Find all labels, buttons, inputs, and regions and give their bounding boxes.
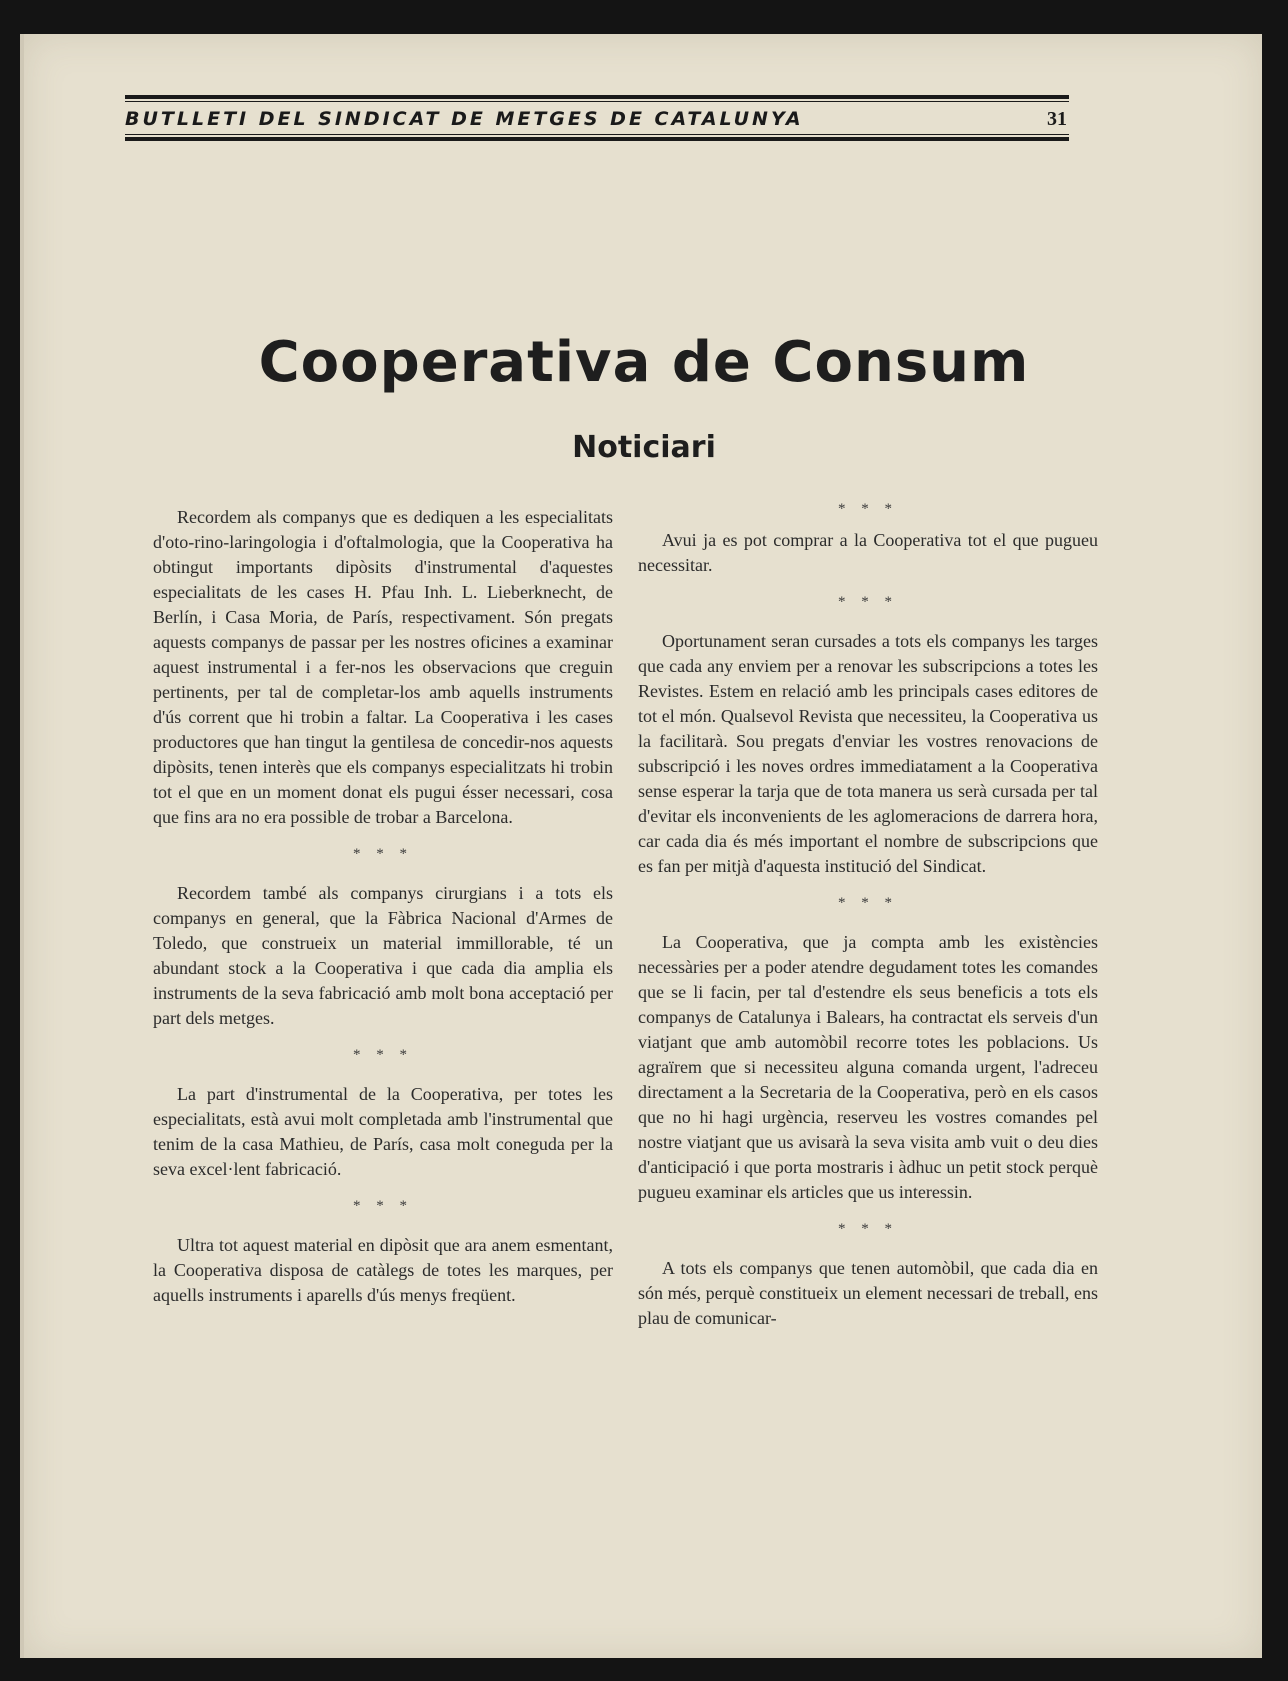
section-separator: * * * [838, 501, 898, 517]
section-separator: * * * [353, 1047, 413, 1063]
right-column [638, 497, 1098, 1331]
running-title: BUTLLETI DEL SINDICAT DE METGES DE CATALUNYA [125, 108, 804, 130]
paragraph: Avui ja es pot comprar a la Cooperativa tot el que pugueu necessitar. [638, 530, 1098, 575]
paragraph: Oportunament seran cursades a tots els companys les targes que cada any enviem per a renovar les subscripcions a totes les Revistes. Estem en relació amb les principals cases editores de tot el món. Qualsevol Revista que necessiteu, la Cooperativa us la facilitarà. Sou pregats d'enviar les vostres renovacions de subscripció i les noves ordres immediatament a la Cooperativa sense esperar la tarja que de tota manera us serà cursada per tal d'evitar els inconvenients de les aglomeracions de darrera hora, car cada dia és més important el nombre de subscripcions que es fan per mitjà d'aquesta institució del Sindicat. [638, 631, 1098, 876]
page-number: 31 [1047, 108, 1067, 130]
running-head [125, 104, 1069, 134]
section-separator: * * * [353, 846, 413, 862]
paragraph: La part d'instrumental de la Cooperativa, per totes les especialitats, està avui molt completada amb l'instrumental que tenim de la casa Mathieu, de París, casa molt coneguda per la seva excel·lent fabricació. [153, 1084, 613, 1179]
paragraph: La Cooperativa, que ja compta amb les existències necessàries per a poder atendre degudament totes les comandes que se li facin, per tal d'estendre els seus beneficis a tots els companys de Catalunya i Balears, ha contractat els serveis d'un viatjant que amb automòbil recorre totes les poblacions. Us agraïrem que si necessiteu alguna comanda urgent, l'adreceu directament a la Secretaria de la Cooperativa, però en els casos que no hi hagi urgència, reserveu les vostres comandes pel nostre viatjant que us avisarà la seva visita amb vuit o deu dies d'anticipació i que porta mostraris i àdhuc un petit stock perquè pugueu examinar els articles que us interessin. [638, 932, 1098, 1202]
header-rule-top [125, 95, 1069, 104]
section-separator: * * * [838, 895, 898, 911]
header-rule-bottom [125, 134, 1069, 143]
paragraph: A tots els companys que tenen automòbil, que cada dia en són més, perquè constitueix un element necessari de treball, ens plau de comunicar- [638, 1258, 1098, 1328]
running-header [125, 95, 1069, 143]
paragraph: Recordem als companys que es dediquen a les especialitats d'oto-rino-laringologia i d'oftalmologia, que la Cooperativa ha obtingut importants dipòsits d'instrumental d'aquestes especialitats de les cases H. Pfau Inh. L. Lieberknecht, de Berlín, i Casa Moria, de París, respectivament. Són pregats aquests companys de passar per les nostres oficines a examinar aquest instrumental i a fer-nos les observacions que creguin pertinents, per tal de completar-los amb aquells instruments d'ús corrent que hi trobin a faltar. La Cooperativa i les cases productores que han tingut la gentilesa de concedir-nos aquests dipòsits, tenen interès que els companys especialitzats hi trobin tot el que en un moment donat els pugui ésser necessari, cosa que fins ara no era possible de trobar a Barcelona. [153, 507, 613, 827]
left-column [153, 505, 613, 1308]
scan-background [0, 1658, 1288, 1681]
paragraph: Recordem també als companys cirurgians i a tots els companys en general, que la Fàbrica Nacional d'Armes de Toledo, que construeix un material immillorable, té un abundant stock a la Cooperativa i que cada dia amplia els instruments de la seva fabricació amb molt bona acceptació per part dels metges. [153, 883, 613, 1028]
section-separator: * * * [838, 594, 898, 610]
section-separator: * * * [838, 1221, 898, 1237]
article-title: Cooperativa de Consum [258, 330, 1030, 395]
article-subtitle: Noticiari [572, 430, 716, 465]
paragraph: Ultra tot aquest material en dipòsit que ara anem esmentant, la Cooperativa disposa de catàlegs de totes les marques, per aquells instruments i aparells d'ús menys freqüent. [153, 1235, 613, 1305]
section-separator: * * * [353, 1198, 413, 1214]
